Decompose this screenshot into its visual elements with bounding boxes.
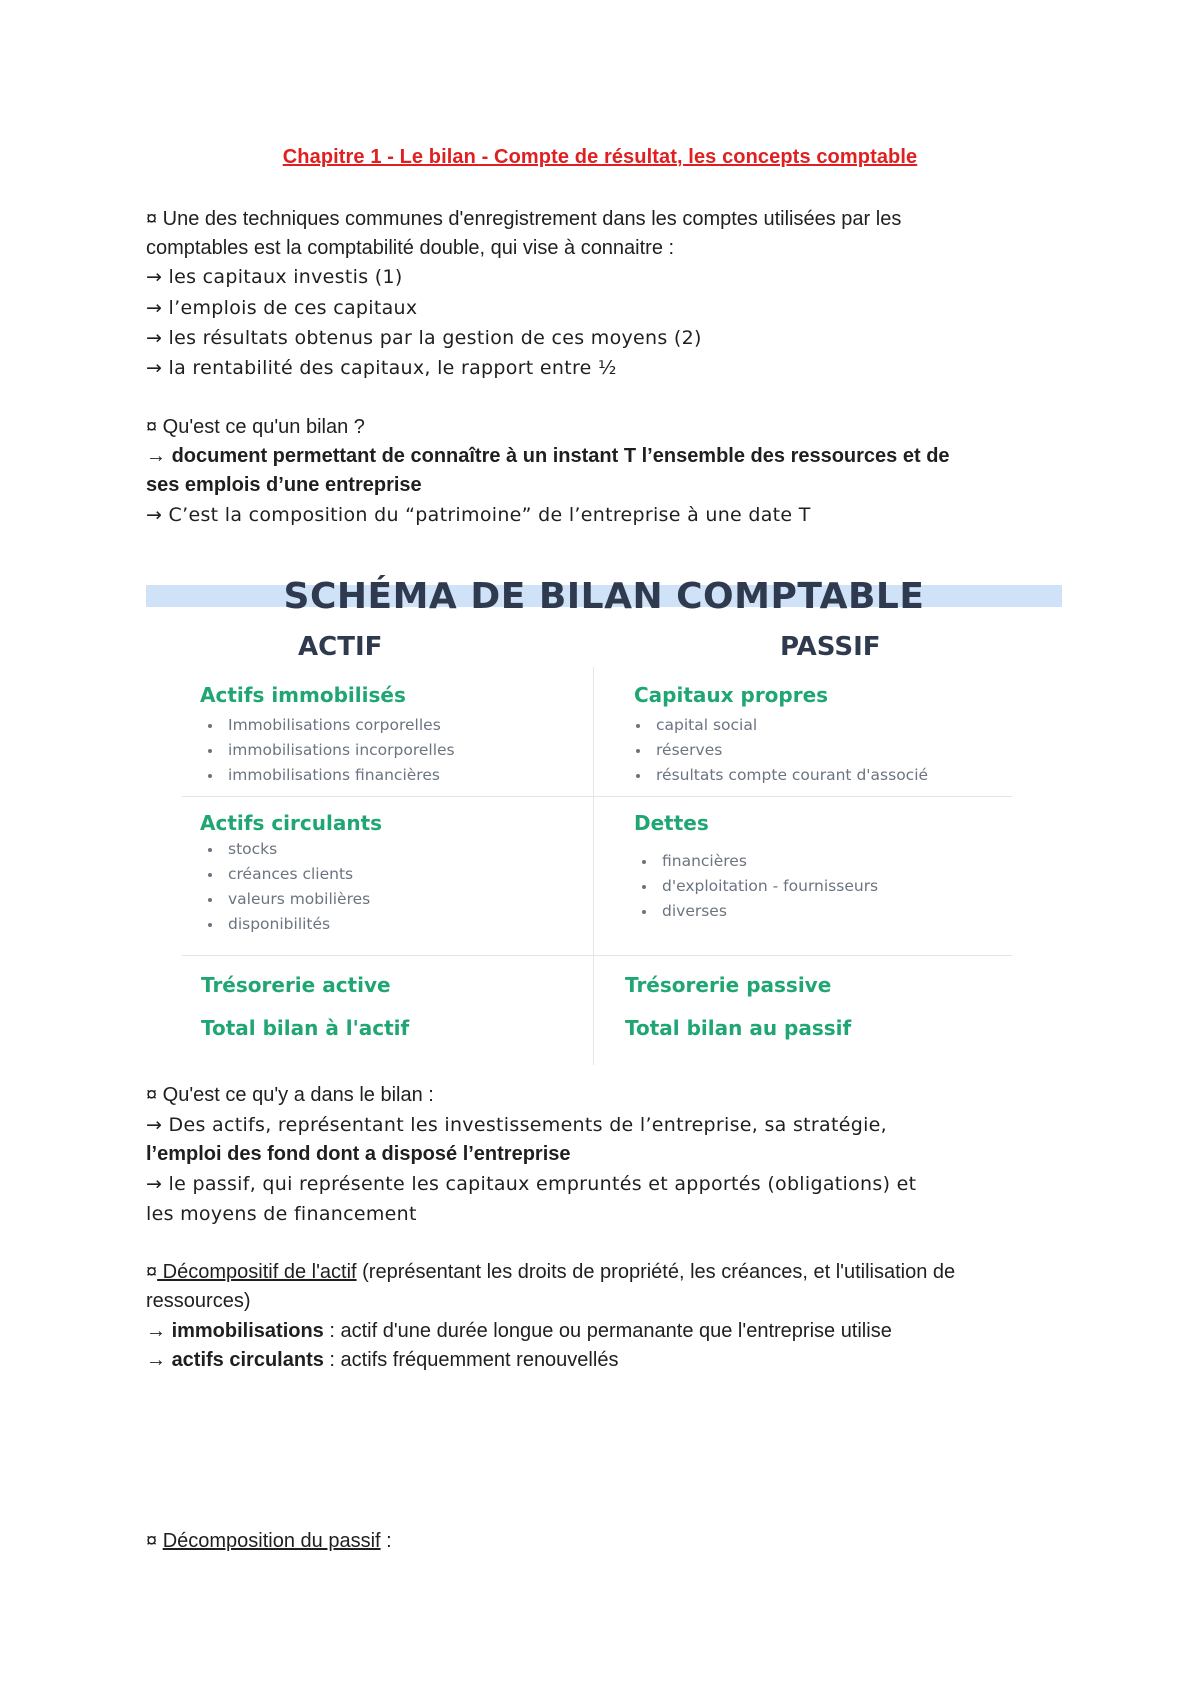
bilan-question: ¤ Qu'est ce qu'un bilan ? xyxy=(146,416,365,438)
column-divider xyxy=(593,667,594,1065)
bilan-def-line-3: → C’est la composition du “patrimoine” de l’entreprise à une date T xyxy=(146,504,811,526)
contenu-line-2: l’emploi des fond dont a disposé l’entreprise xyxy=(146,1143,571,1165)
arrow-glyph: → xyxy=(146,445,166,467)
list-item: diverses xyxy=(632,899,878,924)
intro-line-2: comptables est la comptabilité double, qui vise à connaitre : xyxy=(146,237,675,259)
list-item: réserves xyxy=(626,738,928,763)
bullet-glyph: ¤ xyxy=(146,1530,158,1552)
contenu-question: ¤ Qu'est ce qu'y a dans le bilan : xyxy=(146,1084,434,1106)
bilan-schema xyxy=(146,575,1062,1065)
actif-decomp-heading: Décompositif de l'actif xyxy=(157,1261,357,1283)
total-bilan-actif: Total bilan à l'actif xyxy=(201,1016,410,1040)
list-item: valeurs mobilières xyxy=(198,887,370,912)
list-item: immobilisations incorporelles xyxy=(198,738,455,763)
actif-decomp-note: (représentant les droits de propriété, les créances, et l'utilisation de xyxy=(356,1261,956,1283)
definition-immobilisations: : actif d'une durée longue ou permanante que l'entreprise utilise xyxy=(323,1320,892,1342)
intro-line-4: → l’emplois de ces capitaux xyxy=(146,297,418,319)
list-item: résultats compte courant d'associé xyxy=(626,763,928,788)
arrow-glyph: → xyxy=(146,1320,166,1342)
actifs-circulants-title: Actifs circulants xyxy=(200,811,383,835)
intro-line-3: → les capitaux investis (1) xyxy=(146,266,403,288)
capitaux-propres-list xyxy=(626,713,928,788)
actif-decomp-line-1 xyxy=(146,1258,955,1286)
arrow-glyph: → xyxy=(146,1349,166,1371)
row-divider-1 xyxy=(182,796,1012,797)
intro-line-6: → la rentabilité des capitaux, le rapport entre ½ xyxy=(146,357,617,379)
contenu-line-4: les moyens de financement xyxy=(146,1203,417,1225)
bullet-glyph: ¤ xyxy=(146,1261,158,1283)
passif-decomp-colon: : xyxy=(380,1530,392,1552)
term-actifs-circulants: actifs circulants xyxy=(171,1349,324,1371)
passif-decomp-heading: Décomposition du passif xyxy=(162,1530,381,1552)
total-bilan-passif: Total bilan au passif xyxy=(625,1016,852,1040)
list-item: stocks xyxy=(198,837,370,862)
actif-decomp-line-2: ressources) xyxy=(146,1290,251,1312)
list-item: capital social xyxy=(626,713,928,738)
dettes-list xyxy=(632,849,878,924)
capitaux-propres-title: Capitaux propres xyxy=(634,683,829,707)
passif-header: PASSIF xyxy=(780,632,881,662)
actif-header: ACTIF xyxy=(298,632,383,662)
actif-decomp-item-2 xyxy=(146,1346,618,1374)
list-item: disponibilités xyxy=(198,912,370,937)
intro-line-1: ¤ Une des techniques communes d'enregistrement dans les comptes utilisées par les xyxy=(146,208,902,230)
list-item: immobilisations financières xyxy=(198,763,455,788)
list-item: d'exploitation - fournisseurs xyxy=(632,874,878,899)
bilan-def-bold-1: document permettant de connaître à un instant T l’ensemble des ressources et de xyxy=(171,445,950,467)
row-divider-2 xyxy=(182,955,1012,956)
list-item: créances clients xyxy=(198,862,370,887)
actif-decomp-item-1 xyxy=(146,1317,892,1345)
list-item: Immobilisations corporelles xyxy=(198,713,455,738)
actifs-circulants-list xyxy=(198,837,370,937)
page-title: Chapitre 1 - Le bilan - Compte de résultat, les concepts comptable xyxy=(282,146,918,168)
contenu-line-1: → Des actifs, représentant les investissements de l’entreprise, sa stratégie, xyxy=(146,1114,887,1136)
list-item: financières xyxy=(632,849,878,874)
definition-actifs-circulants: : actifs fréquemment renouvellés xyxy=(323,1349,619,1371)
contenu-line-3: → le passif, qui représente les capitaux empruntés et apportés (obligations) et xyxy=(146,1173,917,1195)
intro-line-5: → les résultats obtenus par la gestion de ces moyens (2) xyxy=(146,327,702,349)
actifs-immobilises-title: Actifs immobilisés xyxy=(200,683,406,707)
tresorerie-passive: Trésorerie passive xyxy=(625,973,832,997)
schema-title: SCHÉMA DE BILAN COMPTABLE xyxy=(283,576,925,617)
tresorerie-active: Trésorerie active xyxy=(201,973,391,997)
passif-decomp-line xyxy=(146,1527,392,1555)
dettes-title: Dettes xyxy=(634,811,709,835)
actifs-immobilises-list xyxy=(198,713,455,788)
term-immobilisations: immobilisations xyxy=(171,1320,324,1342)
bilan-def-line-1 xyxy=(146,442,950,470)
bilan-def-line-2: ses emplois d’une entreprise xyxy=(146,474,422,496)
